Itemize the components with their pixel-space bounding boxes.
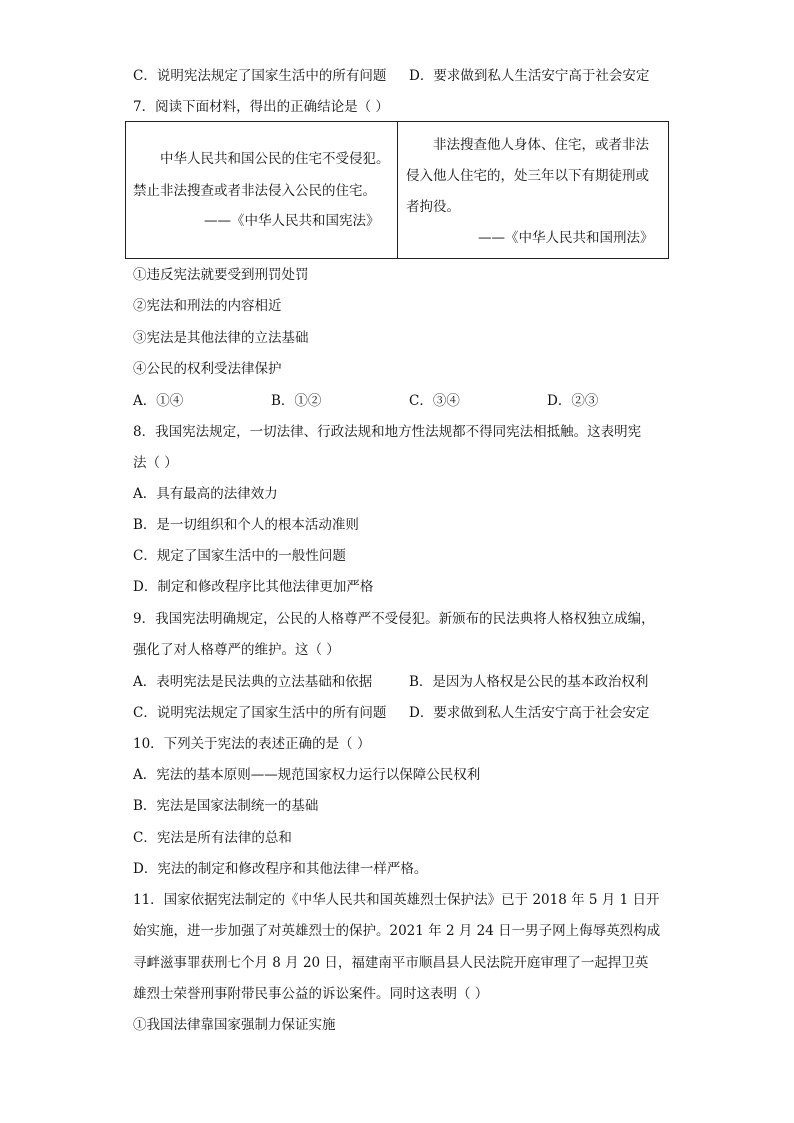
q7-option-b: B．①②	[271, 393, 322, 409]
question-9-stem-2: 强化了对人格尊严的维护。这（ ）	[133, 642, 340, 658]
q7-option-c: C．③④	[409, 393, 460, 409]
q8-option-a: A．具有最高的法律效力	[133, 486, 278, 502]
question-11-stem-4: 雄烈士荣誉刑事附带民事公益的诉讼案件。同时这表明（ ）	[133, 986, 489, 1002]
q10-option-c: C．宪法是所有法律的总和	[133, 830, 292, 846]
criminal-law-source: ——《中华人民共和国刑法》	[478, 230, 654, 246]
statement-3: ③宪法是其他法律的立法基础	[133, 330, 309, 346]
constitution-text-1: 中华人民共和国公民的住宅不受侵犯。	[160, 151, 390, 167]
criminal-law-cell	[398, 122, 669, 259]
question-11-stem-1: 11．国家依据宪法制定的《中华人民共和国英雄烈士保护法》已于 2018 年 5 月 1 日开	[133, 892, 660, 908]
question-11-stem-3: 寻衅滋事罪获刑七个月 8 月 20 日，福建南平市顺昌县人民法院开庭审理了一起捍卫英	[133, 955, 649, 971]
criminal-law-text-2: 侵入他人住宅的，处三年以下有期徒刑或	[406, 168, 649, 184]
constitution-cell	[126, 122, 398, 259]
q9-option-b: B．是因为人格权是公民的基本政治权利	[409, 674, 649, 690]
statement-1: ①违反宪法就要受到刑罚处罚	[133, 267, 309, 283]
q8-option-b: B．是一切组织和个人的根本活动准则	[133, 517, 359, 533]
question-10-stem: 10．下列关于宪法的表述正确的是（ ）	[133, 736, 371, 752]
q6-option-c: C．说明宪法规定了国家生活中的所有问题	[133, 68, 387, 84]
statement-4: ④公民的权利受法律保护	[133, 361, 282, 377]
constitution-text-2: 禁止非法搜查或者非法侵入公民的住宅。	[133, 183, 376, 199]
question-11-stem-2: 始实施，进一步加强了对英雄烈士的保护。2021 年 2 月 24 日一男子网上侮辱英烈构成	[133, 923, 661, 939]
question-8-stem-2: 法（ ）	[133, 455, 178, 471]
question-7-stem: 7．阅读下面材料，得出的正确结论是（ ）	[133, 99, 389, 115]
q10-option-b: B．宪法是国家法制统一的基础	[133, 798, 319, 814]
q6-option-d: D．要求做到私人生活安宁高于社会安定	[409, 68, 650, 84]
question-9-stem-1: 9．我国宪法明确规定，公民的人格尊严不受侵犯。新颁布的民法典将人格权独立成编，	[133, 611, 655, 627]
q10-option-d: D．宪法的制定和修改程序和其他法律一样严格。	[133, 861, 428, 877]
q11-statement-1: ①我国法律靠国家强制力保证实施	[133, 1017, 336, 1033]
statement-2: ②宪法和刑法的内容相近	[133, 298, 282, 314]
question-8-stem-1: 8．我国宪法规定，一切法律、行政法规和地方性法规都不得同宪法相抵触。这表明宪	[133, 424, 642, 440]
constitution-source: ——《中华人民共和国宪法》	[204, 213, 380, 229]
material-table	[125, 121, 669, 259]
q10-option-a: A．宪法的基本原则——规范国家权力运行以保障公民权利	[133, 767, 481, 783]
q7-option-d: D．②③	[547, 393, 599, 409]
criminal-law-text-3: 者拘役。	[406, 199, 460, 215]
q8-option-c: C．规定了国家生活中的一般性问题	[133, 548, 346, 564]
q9-option-c: C．说明宪法规定了国家生活中的所有问题	[133, 705, 387, 721]
q9-option-a: A．表明宪法是民法典的立法基础和依据	[133, 674, 373, 690]
q9-option-d: D．要求做到私人生活安宁高于社会安定	[409, 705, 650, 721]
criminal-law-text-1: 非法搜查他人身体、住宅，或者非法	[433, 137, 649, 153]
q7-option-a: A．①④	[133, 393, 184, 409]
q8-option-d: D．制定和修改程序比其他法律更加严格	[133, 579, 374, 595]
